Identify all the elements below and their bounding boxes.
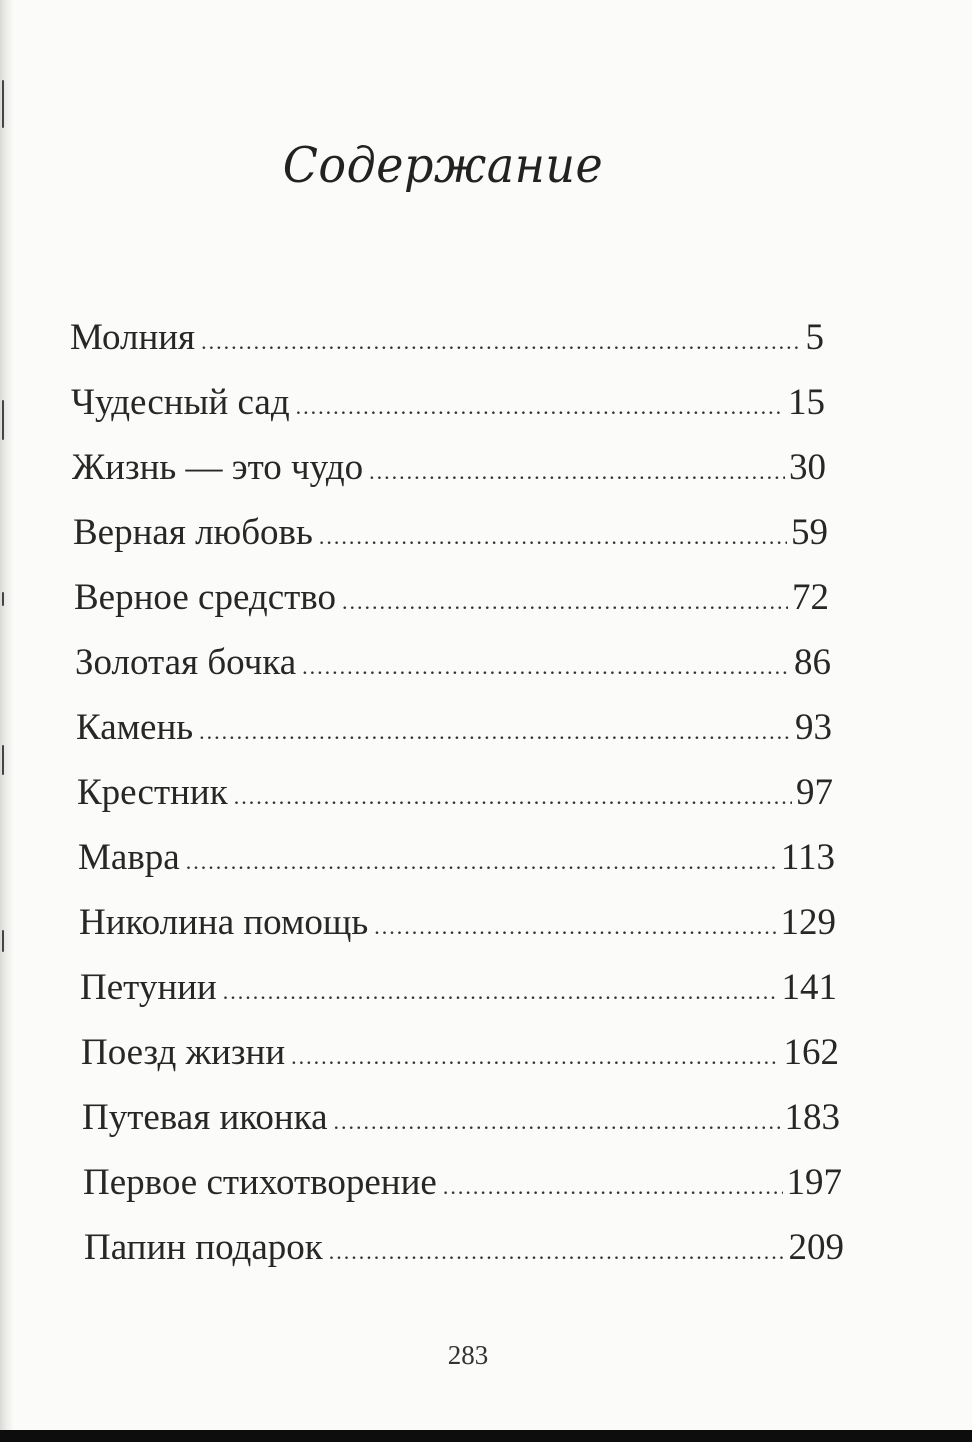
toc-entry-title: Верное средство xyxy=(74,577,337,618)
toc-entry-title: Чудесный сад xyxy=(71,382,290,423)
toc-entry-page: 86 xyxy=(794,642,831,683)
toc-dot-leader xyxy=(234,771,792,823)
binding-mark xyxy=(2,930,4,952)
toc-dot-leader xyxy=(223,966,778,1018)
toc-entry-page: 72 xyxy=(792,577,829,618)
toc-entry[interactable] xyxy=(84,1222,844,1274)
toc-entry-page: 197 xyxy=(786,1162,842,1203)
toc-dot-leader xyxy=(334,1096,781,1148)
toc-entry[interactable] xyxy=(82,1092,840,1144)
toc-dot-leader xyxy=(319,511,787,563)
toc-entry[interactable] xyxy=(77,767,833,819)
toc-dot-leader xyxy=(369,446,785,498)
toc-entry-title: Первое стихотворение xyxy=(83,1162,437,1203)
toc-entry-page: 162 xyxy=(783,1032,839,1073)
scan-bottom-edge xyxy=(0,1430,972,1442)
toc-entry-title: Крестник xyxy=(77,772,228,813)
toc-dot-leader xyxy=(186,836,777,888)
binding-mark xyxy=(2,80,4,128)
toc-entry-page: 209 xyxy=(788,1227,844,1268)
toc-entry-page: 183 xyxy=(784,1097,840,1138)
toc-entry-page: 15 xyxy=(788,382,825,423)
toc-entry-page: 5 xyxy=(805,317,824,358)
toc-entry[interactable] xyxy=(75,637,831,689)
toc-entry-title: Молния xyxy=(70,317,196,358)
toc-entry[interactable] xyxy=(76,702,832,754)
toc-entry-page: 59 xyxy=(791,512,828,553)
toc-dot-leader xyxy=(201,316,801,368)
toc-entry-title: Верная любовь xyxy=(73,512,313,553)
toc-dot-leader xyxy=(443,1161,783,1213)
toc-entry[interactable] xyxy=(70,312,824,364)
binding-mark xyxy=(2,592,4,606)
toc-entry-page: 97 xyxy=(796,772,833,813)
toc-dot-leader xyxy=(374,901,776,953)
toc-entry-title: Камень xyxy=(76,707,194,748)
binding-mark xyxy=(2,400,4,440)
toc-entry-title: Жизнь — это чудо xyxy=(72,447,364,488)
toc-dot-leader xyxy=(296,381,784,433)
toc-entry-title: Золотая бочка xyxy=(75,642,297,683)
toc-entry-title: Мавра xyxy=(78,837,180,878)
toc-entry-title: Путевая иконка xyxy=(82,1097,328,1138)
toc-entry[interactable] xyxy=(73,507,828,559)
toc-dot-leader xyxy=(199,706,791,758)
toc-entry-page: 141 xyxy=(781,967,837,1008)
toc-entry[interactable] xyxy=(72,442,826,494)
toc-entry-page: 113 xyxy=(780,837,835,878)
toc-entry-page: 129 xyxy=(780,902,836,943)
toc-entry[interactable] xyxy=(71,377,825,429)
binding-mark xyxy=(2,745,4,775)
toc-entry[interactable] xyxy=(79,897,836,949)
toc-entry-title: Папин подарок xyxy=(84,1227,323,1268)
page-title: Содержание xyxy=(282,136,604,194)
toc-entry[interactable] xyxy=(80,962,837,1014)
page-binding-shadow xyxy=(0,0,14,1442)
toc-entry[interactable] xyxy=(78,832,835,884)
toc-entry[interactable] xyxy=(81,1027,839,1079)
page-number: 283 xyxy=(447,1340,489,1370)
toc-entry-page: 30 xyxy=(789,447,826,488)
toc-dot-leader xyxy=(302,641,790,693)
toc-dot-leader xyxy=(291,1031,779,1083)
toc-entry-title: Петунии xyxy=(80,967,217,1008)
toc-dot-leader xyxy=(329,1226,785,1278)
toc-dot-leader xyxy=(342,576,788,628)
toc-entry-page: 93 xyxy=(795,707,832,748)
toc-entry[interactable] xyxy=(83,1157,842,1209)
toc-entry-title: Поезд жизни xyxy=(81,1032,286,1073)
toc-entry[interactable] xyxy=(74,572,829,624)
toc-entry-title: Николина помощь xyxy=(79,902,369,943)
